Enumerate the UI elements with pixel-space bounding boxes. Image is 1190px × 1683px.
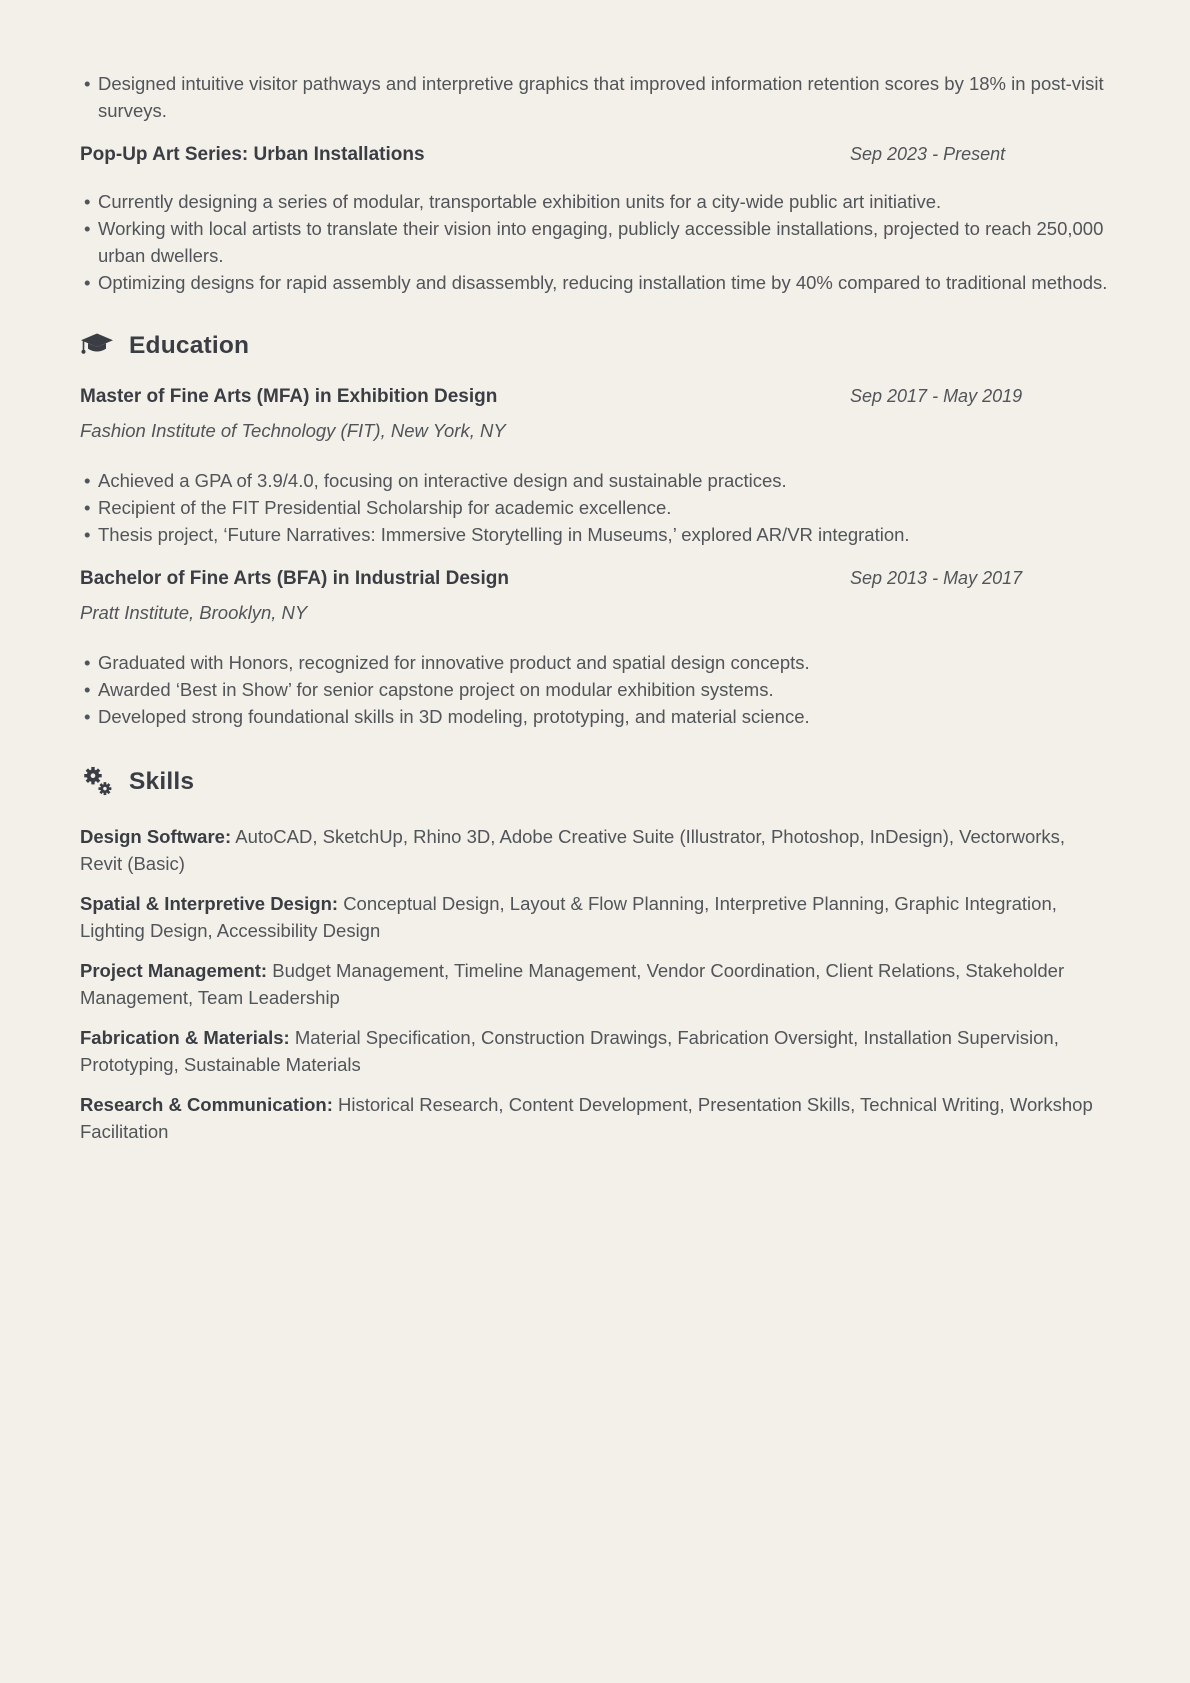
section-title: Education (129, 332, 250, 359)
bullet-item (80, 188, 1110, 215)
bullet-text: • Recipient of the FIT Presidential Scholarship for academic excellence. (98, 497, 672, 518)
education-entry-header (80, 568, 1110, 590)
bullet-item (80, 269, 1110, 296)
skill-category-items: Historical Research, Content Development, Presentation Skills, Technical Writing, Workshop Facilitation (80, 1094, 1093, 1142)
experience-entry-header (80, 144, 1110, 166)
bullet-text: • Developed strong foundational skills in 3D modeling, prototyping, and material science. (98, 706, 810, 727)
skills-section (80, 766, 1110, 1145)
bullet-item (80, 676, 1110, 703)
experience-trailing-bullets (80, 70, 1110, 124)
bullet-text: • Optimizing designs for rapid assembly and disassembly, reducing installation time by 40% compared to traditional methods. (98, 272, 1108, 293)
education-entry-bullets (80, 467, 1110, 548)
skill-category (80, 823, 1110, 877)
entry-institution: Pratt Institute, Brooklyn, NY (80, 602, 308, 623)
bullet-text: • Designed intuitive visitor pathways and interpretive graphics that improved information retention scores by 18% in post-visit surveys. (98, 73, 1104, 121)
education-section-header (80, 332, 1110, 360)
bullet-item (80, 494, 1110, 521)
experience-entry-bullets (80, 188, 1110, 296)
bullet-text: • Currently designing a series of modular, transportable exhibition units for a city-wide public art initiative. (98, 191, 942, 212)
skill-category (80, 1024, 1110, 1078)
skill-category-label: Fabrication & Materials: (80, 1027, 290, 1048)
skill-category-label: Research & Communication: (80, 1094, 333, 1115)
bullet-item (80, 70, 1110, 124)
gears-icon (80, 766, 114, 797)
education-entry (80, 568, 1110, 730)
skill-category (80, 890, 1110, 944)
skill-category (80, 957, 1110, 1011)
entry-institution: Fashion Institute of Technology (FIT), New York, NY (80, 420, 506, 441)
entry-dates: Sep 2017 - May 2019 (850, 386, 1023, 406)
skill-category-items: Budget Management, Timeline Management, Vendor Coordination, Client Relations, Stakeholder Management, Team Leadership (80, 960, 1065, 1008)
entry-title: Master of Fine Arts (MFA) in Exhibition Design (80, 386, 498, 407)
bullet-item (80, 521, 1110, 548)
experience-entry (80, 144, 1110, 296)
entry-title: Pop-Up Art Series: Urban Installations (80, 144, 425, 165)
entry-title: Bachelor of Fine Arts (BFA) in Industrial Design (80, 568, 509, 589)
skill-category-label: Project Management: (80, 960, 268, 981)
education-entry-bullets (80, 649, 1110, 730)
skill-category-items: Conceptual Design, Layout & Flow Planning, Interpretive Planning, Graphic Integration, Lighting Design, Accessibility Design (80, 893, 1057, 941)
graduation-cap-icon (80, 332, 114, 360)
education-section (80, 332, 1110, 730)
bullet-text: • Achieved a GPA of 3.9/4.0, focusing on interactive design and sustainable practices. (98, 470, 787, 491)
bullet-text: • Thesis project, ‘Future Narratives: Immersive Storytelling in Museums,’ explored AR/VR integration. (98, 524, 910, 545)
section-title: Skills (129, 767, 195, 795)
education-entry-header (80, 386, 1110, 408)
entry-dates: Sep 2023 - Present (850, 144, 1006, 164)
skills-section-header (80, 766, 1110, 797)
bullet-item (80, 649, 1110, 676)
skill-category-label: Design Software: (80, 826, 232, 847)
experience-continued-section (80, 70, 1110, 296)
bullet-text: • Graduated with Honors, recognized for innovative product and spatial design concepts. (98, 652, 810, 673)
bullet-text: • Working with local artists to translate their vision into engaging, publicly accessible installations, projected to reach 250,000 urban dwellers. (98, 218, 1104, 266)
skill-category-label: Spatial & Interpretive Design: (80, 893, 339, 914)
skill-category-items: AutoCAD, SketchUp, Rhino 3D, Adobe Creative Suite (Illustrator, Photoshop, InDesign), Vectorworks, Revit (Basic) (80, 826, 1066, 874)
bullet-item (80, 703, 1110, 730)
bullet-item (80, 467, 1110, 494)
skill-category-items: Material Specification, Construction Drawings, Fabrication Oversight, Installation Supervision, Prototyping, Sustainable Materials (80, 1027, 1059, 1075)
education-entry (80, 386, 1110, 548)
bullet-item (80, 215, 1110, 269)
entry-dates: Sep 2013 - May 2017 (850, 568, 1023, 588)
skill-category (80, 1091, 1110, 1145)
bullet-text: • Awarded ‘Best in Show’ for senior capstone project on modular exhibition systems. (98, 679, 774, 700)
